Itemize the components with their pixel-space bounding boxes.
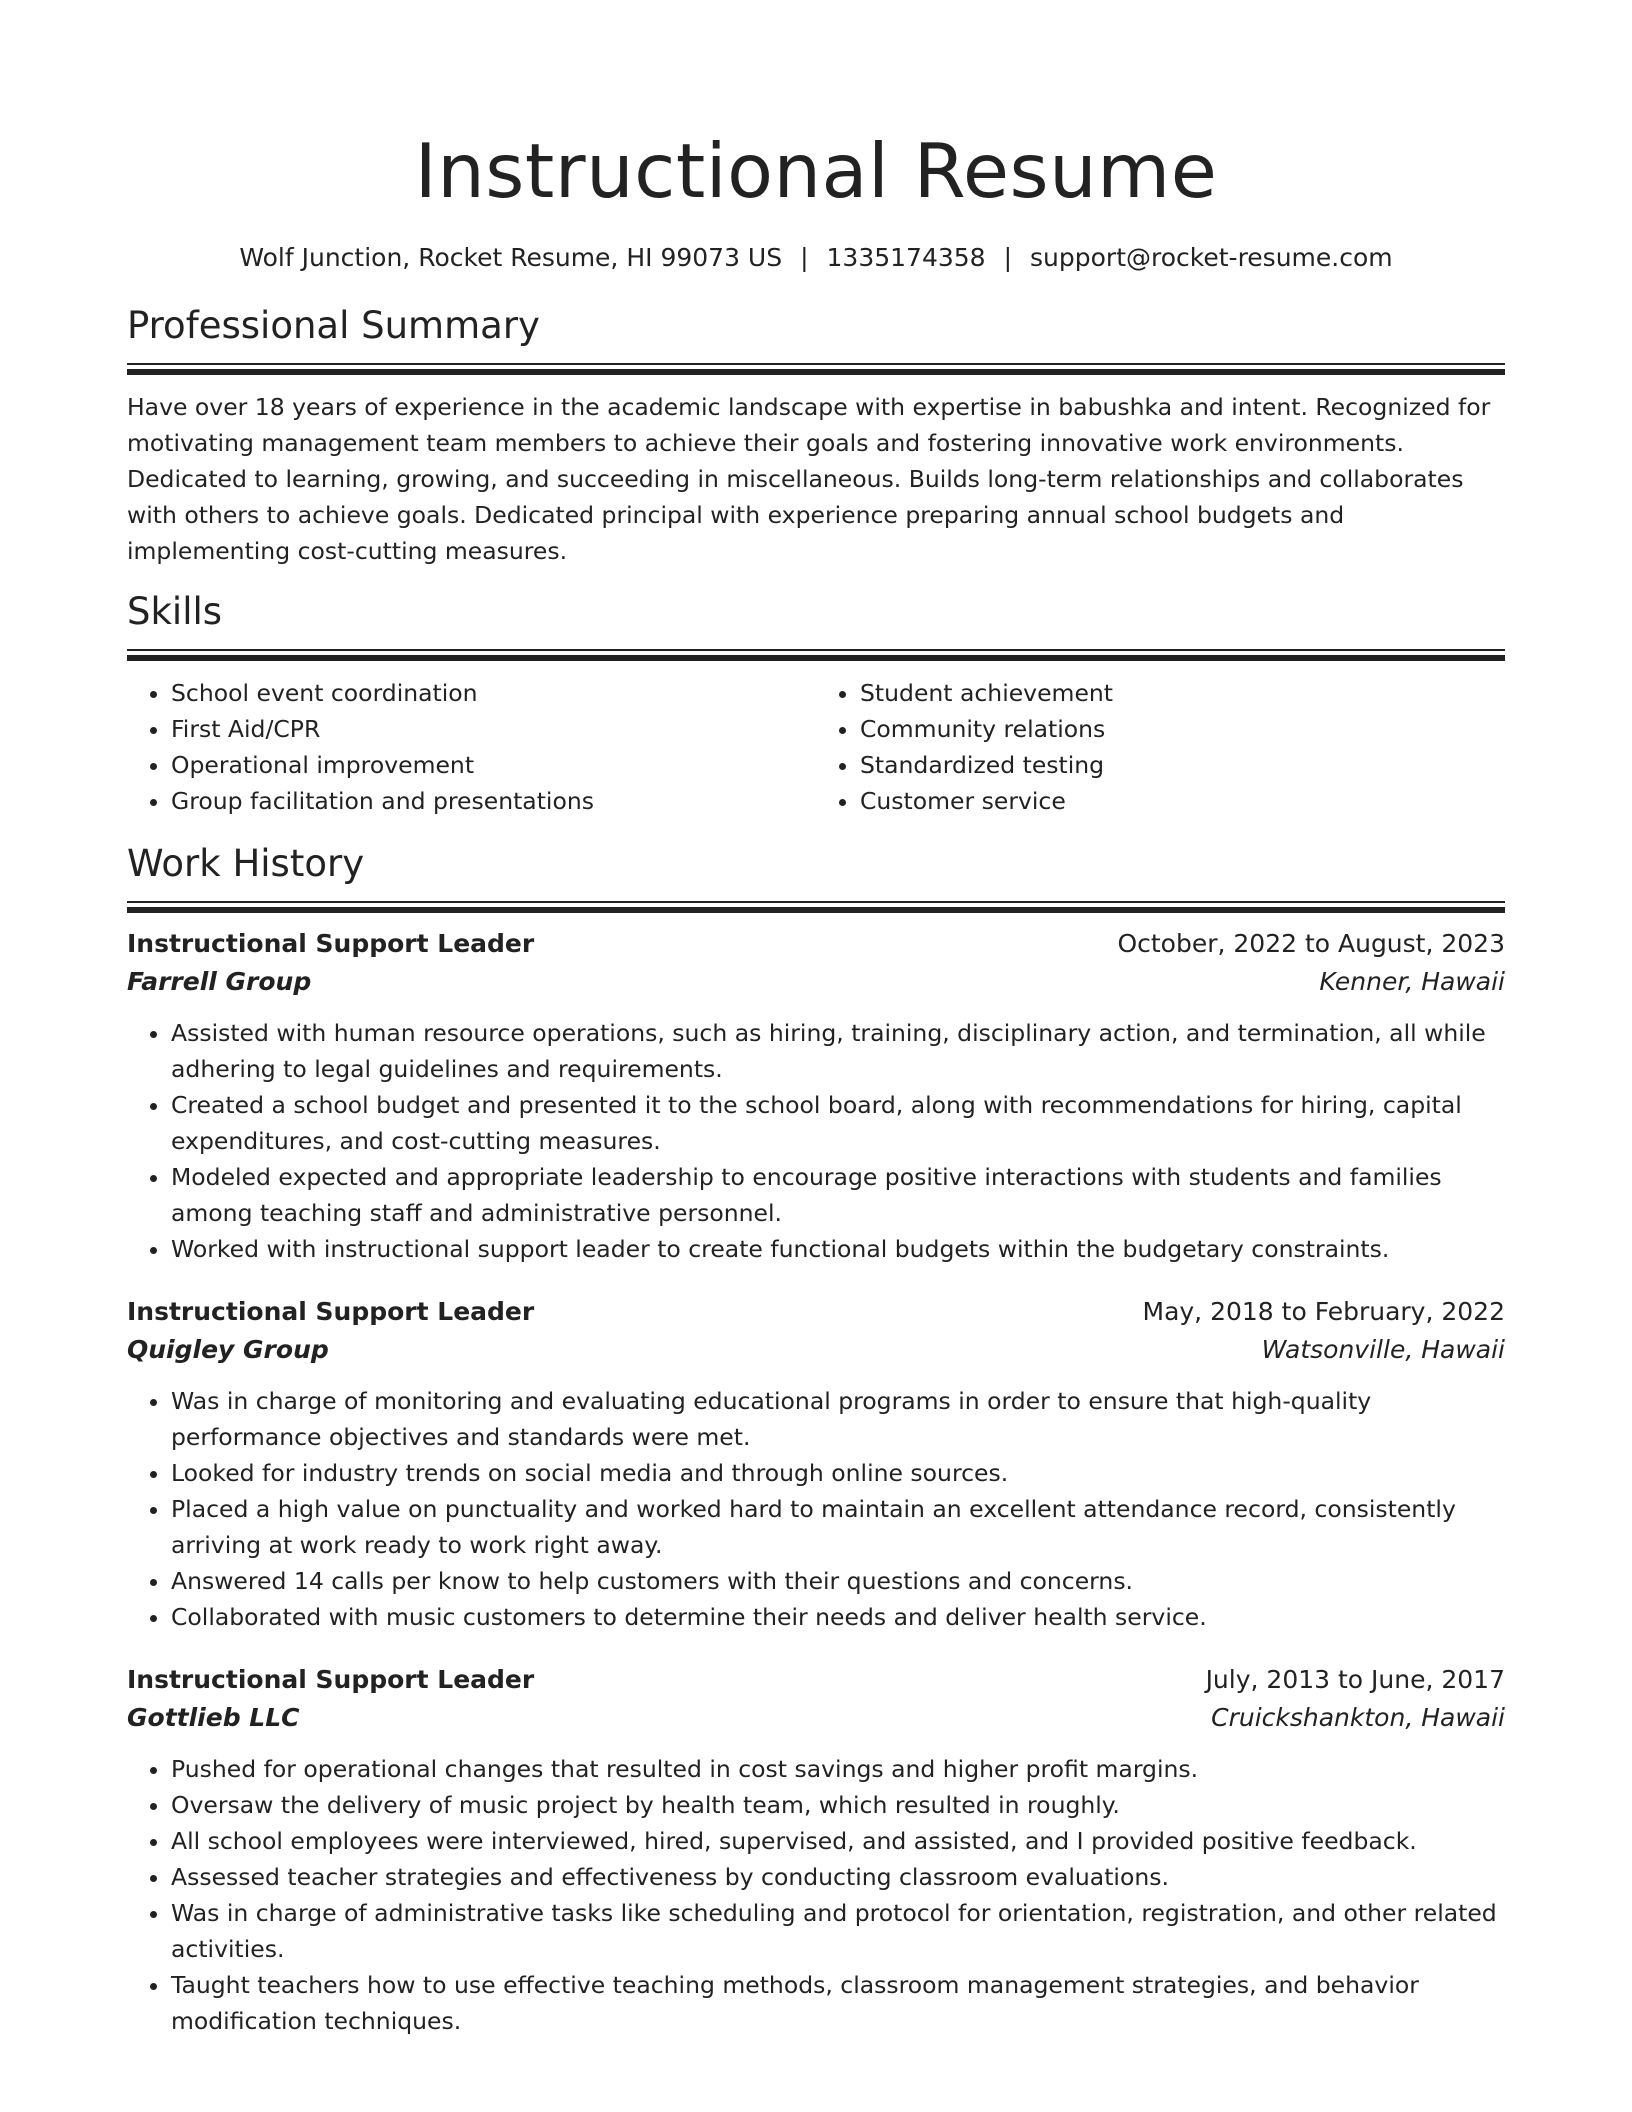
- job-title: Instructional Support Leader: [127, 929, 535, 958]
- job-bullet: • Taught teachers how to use effective teaching methods, classroom management strategies, and behavior modification techniques.: [171, 1967, 1505, 2039]
- job-entry: [127, 925, 1505, 1267]
- job-bullet: • Worked with instructional support leader to create functional budgets within the budgetary constraints.: [171, 1231, 1505, 1267]
- job-dates: May, 2018 to February, 2022: [1142, 1297, 1505, 1326]
- job-bullet: • Collaborated with music customers to determine their needs and deliver health service.: [171, 1599, 1505, 1635]
- contact-address: Wolf Junction, Rocket Resume, HI 99073 US: [239, 243, 783, 272]
- job-entry: [127, 1661, 1505, 2039]
- job-bullet: • Pushed for operational changes that resulted in cost savings and higher profit margins.: [171, 1751, 1505, 1787]
- job-bullet: • Was in charge of monitoring and evaluating educational programs in order to ensure that high-quality performance objectives and standards were met.: [171, 1383, 1505, 1455]
- section-divider: [127, 363, 1505, 375]
- contact-separator: |: [800, 243, 809, 272]
- job-bullet: • All school employees were interviewed, hired, supervised, and assisted, and I provided positive feedback.: [171, 1823, 1505, 1859]
- job-company: Quigley Group: [127, 1335, 329, 1364]
- job-bullet: • Answered 14 calls per know to help customers with their questions and concerns.: [171, 1563, 1505, 1599]
- job-bullet: • Looked for industry trends on social media and through online sources.: [171, 1455, 1505, 1491]
- job-bullet: • Assessed teacher strategies and effectiveness by conducting classroom evaluations.: [171, 1859, 1505, 1895]
- job-bullets: [127, 1015, 1505, 1267]
- skills-section: [127, 587, 1505, 819]
- skill-item: • Standardized testing: [860, 747, 1505, 783]
- summary-heading: Professional Summary: [127, 304, 540, 347]
- job-header: [127, 1661, 1505, 1699]
- job-company: Farrell Group: [127, 967, 312, 996]
- section-divider: [127, 901, 1505, 913]
- job-bullet: • Placed a high value on punctuality and worked hard to maintain an excellent attendance record, consistently arriving at work ready to work right away.: [171, 1491, 1505, 1563]
- job-location: Cruickshankton, Hawaii: [1211, 1703, 1505, 1732]
- job-subheader: [127, 963, 1505, 1001]
- job-bullet: • Oversaw the delivery of music project by health team, which resulted in roughly.: [171, 1787, 1505, 1823]
- contact-email: support@rocket-resume.com: [1030, 243, 1393, 272]
- job-header: [127, 925, 1505, 963]
- job-subheader: [127, 1699, 1505, 1737]
- job-header: [127, 1293, 1505, 1331]
- job-bullets: [127, 1751, 1505, 2039]
- contact-phone: 1335174358: [826, 243, 986, 272]
- skill-item: • First Aid/CPR: [171, 711, 816, 747]
- skills-columns: [127, 675, 1505, 819]
- job-bullet: • Was in charge of administrative tasks like scheduling and protocol for orientation, registration, and other related activities.: [171, 1895, 1505, 1967]
- job-dates: October, 2022 to August, 2023: [1117, 929, 1505, 958]
- skill-item: • Customer service: [860, 783, 1505, 819]
- contact-separator: |: [1003, 243, 1013, 272]
- job-bullet: • Modeled expected and appropriate leadership to encourage positive interactions with students and families among teaching staff and administrative personnel.: [171, 1159, 1505, 1231]
- work-heading: Work History: [127, 842, 365, 885]
- summary-text: Have over 18 years of experience in the academic landscape with expertise in babushka and intent. Recognized for motivating management team members to achieve their goals and fostering innovative work environments. Dedicated to learning, growing, and succeeding in miscellaneous. Builds long-term relationships and collaborates with others to achieve goals. Dedicated principal with experience preparing annual school budgets and implementing cost-cutting measures.: [127, 393, 1491, 565]
- job-bullet: • Created a school budget and presented it to the school board, along with recommendations for hiring, capital expenditures, and cost-cutting measures.: [171, 1087, 1505, 1159]
- skill-item: • Operational improvement: [171, 747, 816, 783]
- skill-item: • School event coordination: [171, 675, 816, 711]
- job-entry: [127, 1293, 1505, 1635]
- resume-title: Instructional Resume: [414, 127, 1218, 215]
- job-bullet: • Assisted with human resource operations, such as hiring, training, disciplinary action, and termination, all while adhering to legal guidelines and requirements.: [171, 1015, 1505, 1087]
- skill-item: • Student achievement: [860, 675, 1505, 711]
- job-subheader: [127, 1331, 1505, 1369]
- job-title: Instructional Support Leader: [127, 1665, 535, 1694]
- skill-item: • Community relations: [860, 711, 1505, 747]
- skills-right-list: [816, 675, 1505, 819]
- job-bullets: [127, 1383, 1505, 1635]
- skills-left-list: [127, 675, 816, 819]
- work-section: [127, 839, 1505, 2039]
- contact-line: [127, 241, 1505, 275]
- job-company: Gottlieb LLC: [127, 1703, 300, 1732]
- summary-section: [127, 301, 1505, 569]
- section-divider: [127, 649, 1505, 661]
- job-dates: July, 2013 to June, 2017: [1205, 1665, 1505, 1694]
- job-location: Kenner, Hawaii: [1319, 967, 1505, 996]
- job-title: Instructional Support Leader: [127, 1297, 535, 1326]
- skills-heading: Skills: [127, 590, 223, 633]
- job-location: Watsonville, Hawaii: [1261, 1335, 1505, 1364]
- skill-item: • Group facilitation and presentations: [171, 783, 816, 819]
